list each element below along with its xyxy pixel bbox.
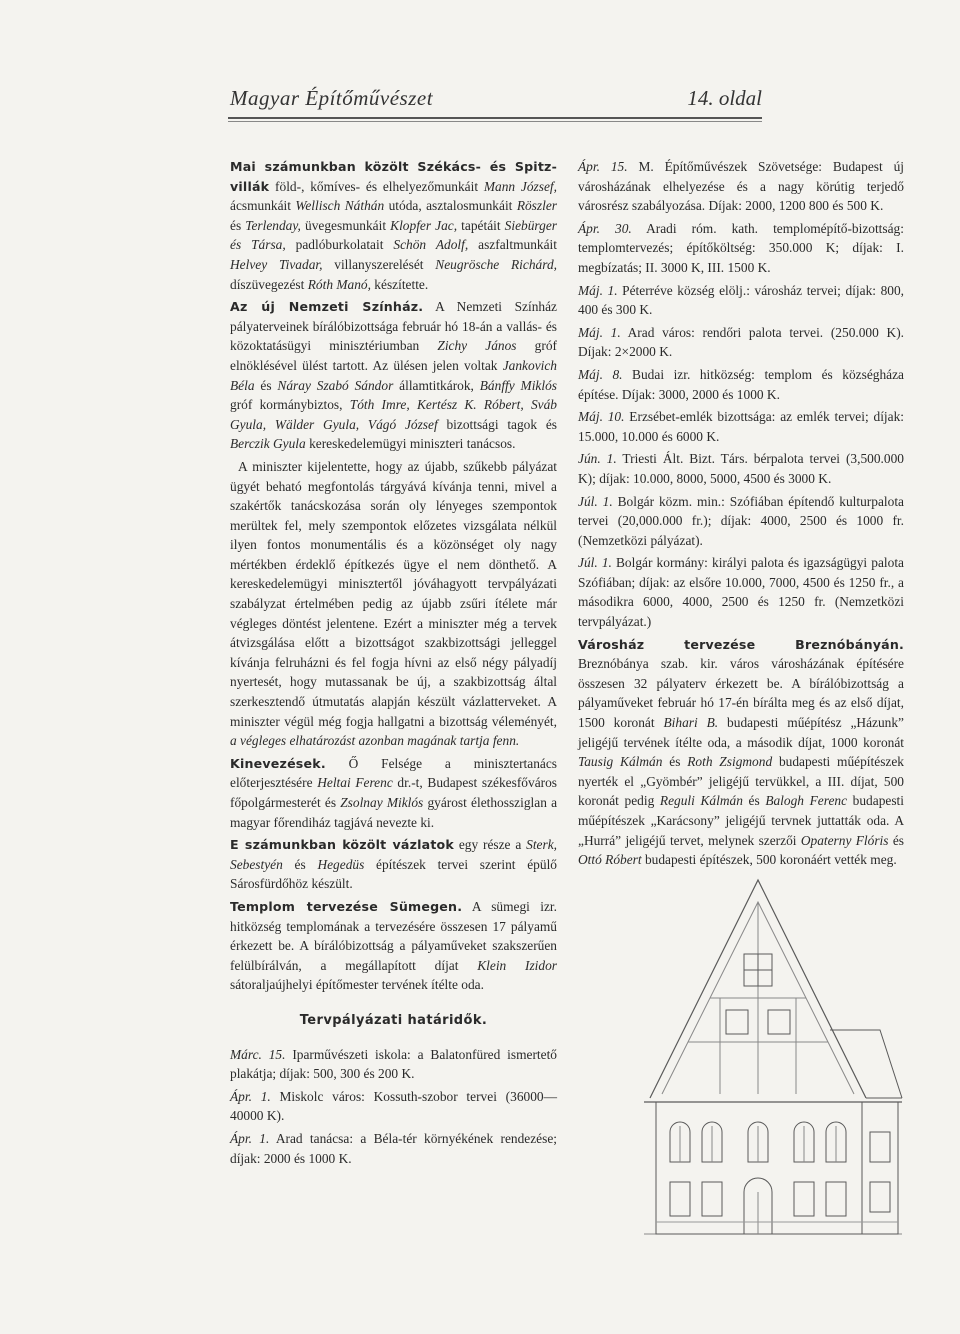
deadline-entry: Máj. 1. Péterréve község elölj.: városház tervei; díjak: 800, 400 és 300 K. (578, 282, 905, 318)
article-minister-statement: A miniszter kijelentette, hogy az újabb, szűkebb pályázat ügyét beható megfontolás tárgyává kívánja tenni, mivel a szakértők tanácskozása során oly lényeges szempontok merültek fel, mely szempontok előzetes vizsgálata nélkül ilyen fontos monumentális és a közönséget oly nagy mértékben érdeklő építkezés ügye el nem dönthető. A kereskedelemügyi minisztertől jóváhagyott tervpályázati szabályzat értelmében pedig az újabb zsűri ítélete már végleges döntést jelentene. Ezért a miniszter még a tervek átvizsgálása előtt a bizottságot szakbizottsági jelleggel kívánja felruházni és fel fogja hívni az első négy pályadíj nyertesét, hogy mutassanak be új, a szakbizottság által szerkesztendő útmutatás alapján készült vázlatterveket. A miniszter végül még fogja hallgatni a bizottság véleményét, a végleges elhatározást azonban magának tartja fenn. (230, 458, 557, 749)
article-sumeg-temple: Templom tervezése Sümegen. A sümegi izr. hitközség templomának a tervezésére összesen 17 pályamű érkezett be. A bírálóbizottság a pályaműveket szakszerűen felülbírálván, a megállapított díjat Klein Izidor sátoraljaújhelyi építőmester tervének ítélte oda. (230, 898, 558, 993)
left-column (230, 157, 557, 1171)
page-header (228, 86, 762, 122)
deadline-entry: Júl. 1. Bolgár kormány: királyi palota és igazságügyi palota Szófiában; díjak: az elsőre 10.000, 7000, 4500 és 1250 fr., a másodikra 6000, 4000, 2500 és 1250 fr. (Nemzetközi tervpályázat.) (578, 555, 904, 630)
deadline-entry: Ápr. 15. M. Építőművészek Szövetsége: Budapest új városházának elhelyezése és a nagy körútig terjedő városrész szabályozása. Díjak: 2000, 1200 800 és 500 K. (578, 159, 904, 214)
article-villas: Mai számunkban közölt Székács- és Spitz-villák föld-, kőmíves- és elhelyezőmunkáit Mann József, ácsmunkáit Wellisch Náthán utóda, asztalosmunkáit Röszler és Terlenday, üvegesmunkáit Klopfer Jac, tapétáit Siebürger és Társa, padlóburkolatait Schön Adolf, aszfaltmunkáit Helvey Tivadar, villanyszerelését Neugrösche Richárd, díszüvegezést Róth Manó, készítette. (230, 159, 557, 292)
deadlines-heading: Tervpályázati határidők. (299, 1012, 488, 1028)
deadline-entry: Máj. 8. Budai izr. hitközség: templom és községháza építése. Díjak: 3000, 2000 és 1000 K. (578, 366, 904, 402)
deadline-entry: Ápr. 30. Aradi róm. kath. templomépítő-bizottság: templomtervezés; építőköltség: 350.000 K; díjak: I. megbízatás; II. 3000 K, III. 1500 K. (578, 220, 904, 275)
deadline-entry: Júl. 1. Bolgár közm. min.: Szófiában építendő kulturpalota tervei (20,000.000 fr.); díjak: 4000, 2500 és 1000 fr. (Nemzetközi pályázat). (578, 493, 904, 548)
header-rule (228, 117, 762, 119)
deadline-entry: Ápr. 1. Miskolc város: Kossuth-szobor tervei (36000—40000 K). (230, 1088, 557, 1124)
deadline-entry: Ápr. 1. Arad tanácsa: a Béla-tér környékének rendezése; díjak: 2000 és 1000 K. (230, 1130, 557, 1166)
article-breznobanya-townhall: Városház tervezése Breznóbányán. Breznóbánya szab. kir. város városházának építésére összesen 32 pályaterv érkezett be. A bírálóbizottság a pályaműveket február hó 17-én bírálta meg és az első díjat, 1500 koronát Bihari B. budapesti műépítész „Házunk” jeligéjű tervének ítélte oda, a második díjat, 1000 koronát Tausig Kálmán és Roth Zsigmond budapesti műépítészek nyerték el „Gyömbér” jeligéjű tervükkel, a III. díjat, 500 koronát pedig Reguli Kálmán és Balogh Ferenc budapesti műépítészek „Karácsony” jeligéjű tervnek juttatták oda. A „Hurrá” jeligéjű tervet, melynek szerzői Opaterny Flóris és Ottó Róbert budapesti építészek, 500 koronáért vették meg. (578, 636, 904, 868)
page-number: 14. oldal (687, 86, 762, 110)
villa-sketch-drawing (640, 862, 906, 1240)
deadline-entry: Máj. 1. Arad város: rendőri palota tervei. (250.000 K). Díjak: 2×2000 K. (578, 324, 905, 360)
journal-title: Magyar Építőművészet (230, 86, 434, 110)
right-column (578, 157, 904, 873)
article-appointments: Kinevezések. Ő Felsége a minisztertanács előterjesztésére Heltai Ferenc dr.-t, Budapest székesfőváros főpolgármesterét és Zsolnay Miklós gyárost élethossziglan a magyar főrendiház tagjává nevezte ki. (230, 755, 558, 830)
deadline-entry: Jún. 1. Triesti Ált. Bizt. Társ. bérpalota tervei (3,500.000 K); díjak: 10.000, 8000, 5000, 4500 és 3000 K. (578, 451, 904, 486)
article-national-theatre: Az új Nemzeti Színház. A Nemzeti Színház pályaterveinek bírálóbizottsága február hó 18-án a vallás- és közoktatásügyi minisztériumban Zichy János gróf elnöklésével ülést tartott. Az ülésen jelen voltak Jankovich Béla és Náray Szabó Sándor államtitkárok, Bánffy Miklós gróf kormánybiztos, Tóth Imre, Kertész K. Róbert, Sváb Gyula, Wälder Gyula, Vágó József bizottsági tagok és Berczik Gyula kereskedelemügyi miniszteri tanácsos. (230, 299, 558, 452)
deadline-entry: Márc. 15. Iparművészeti iskola: a Balatonfüred ismertető plakátja; díjak: 500, 300 és 200 K. (230, 1046, 557, 1082)
article-sketches: E számunkban közölt vázlatok egy része a Sterk, Sebestyén és Hegedüs építészek tervei szerint épülő Sárosfürdőhöz készült. (230, 837, 558, 892)
deadline-entry: Máj. 10. Erzsébet-emlék bizottsága: az emlék tervei; díjak: 15.000, 10.000 és 6000 K. (578, 409, 904, 444)
header-rule-thin (228, 121, 762, 122)
